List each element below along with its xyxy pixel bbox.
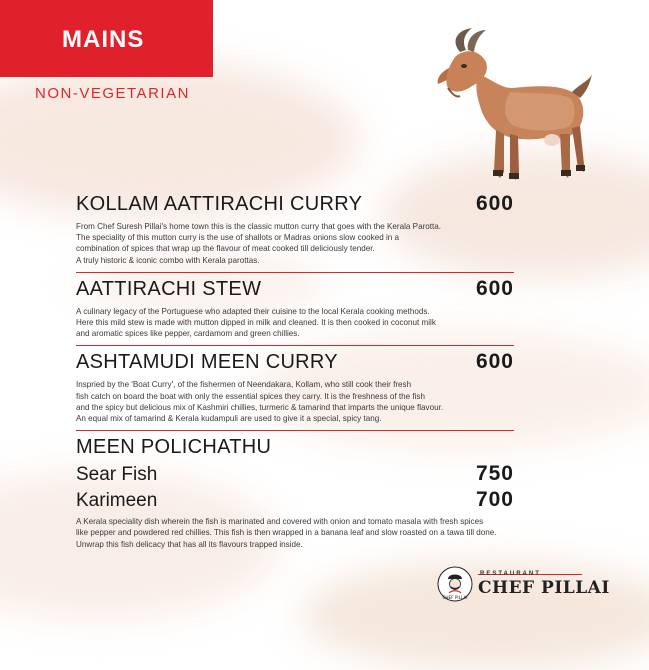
variant-label: Karimeen [76,490,158,512]
menu-item [76,433,514,550]
item-divider [76,272,514,273]
menu-item [76,348,514,431]
variant-price: 700 [475,488,514,512]
menu-item [76,275,514,347]
chef-badge-icon [436,565,474,603]
dish-price: 600 [475,192,514,215]
item-divider [76,430,514,431]
dish-name: AATTIRACHI STEW [76,277,262,300]
dish-description: Inspried by the 'Boat Curry', of the fishermen of Neendakara, Kollam, who still cook their fresh fish catch on board the boat with only the essential spices they carry. It is the freshness of the fish and the spicy but delicious mix of Kashmiri chillies, turmeric & tamarind that imparts the unique flavour. An equal mix of tamarind & Kerala kudampuli are used to give it a special, spicy tang. [76,380,444,424]
dish-description: A Kerala speciality dish wherein the fish is marinated and covered with onion and tomato masala with fresh spices like pepper and powdered red chillies. This fish is then wrapped in a banana leaf and slow roasted on a tawa till done. Unwrap this fish delicacy that has all its flavours trapped inside. [76,517,497,549]
section-title: MAINS [62,26,145,53]
logo-tagline: RESTAURANT [480,571,541,577]
badge-text: CHEF PILLAI [442,595,468,600]
menu-list [76,190,514,550]
item-divider [76,345,514,346]
dish-price: 600 [475,350,514,374]
logo-name: CHEF PILLAI [478,578,610,598]
goat-illustration-icon [420,22,600,187]
variant-label: Sear Fish [76,464,158,486]
menu-item [76,190,514,273]
dish-name: MEEN POLICHATHU [76,436,272,459]
dish-variant [76,461,514,487]
dish-price: 600 [475,276,514,300]
watercolor-wash [300,560,649,670]
section-subtitle: NON-VEGETARIAN [35,85,190,102]
section-banner [0,0,213,77]
dish-name: KOLLAM AATTIRACHI CURRY [76,193,363,215]
dish-name: ASHTAMUDI MEEN CURRY [76,351,338,374]
dish-description: A culinary legacy of the Portuguese who adapted their cuisine to the local Kerala cooking methods. Here this mild stew is made with mutton dipped in milk and cleaned. It is then cooked in coconut milk and aromatic spices like pepper, cardamom and green chillies. [76,306,436,339]
variant-price: 750 [475,462,514,486]
dish-description: From Chef Suresh Pillai's home town this is the classic mutton curry that goes with the Kerala Parotta. The speciality of this mutton curry is the use of shallots or Madras onions slow cooked in a combination of spices that wrap up the flavour of meat cooked till deliciously tender. A truly historic & iconic combo with Kerala parottas. [76,222,442,265]
dish-variant [76,487,514,513]
